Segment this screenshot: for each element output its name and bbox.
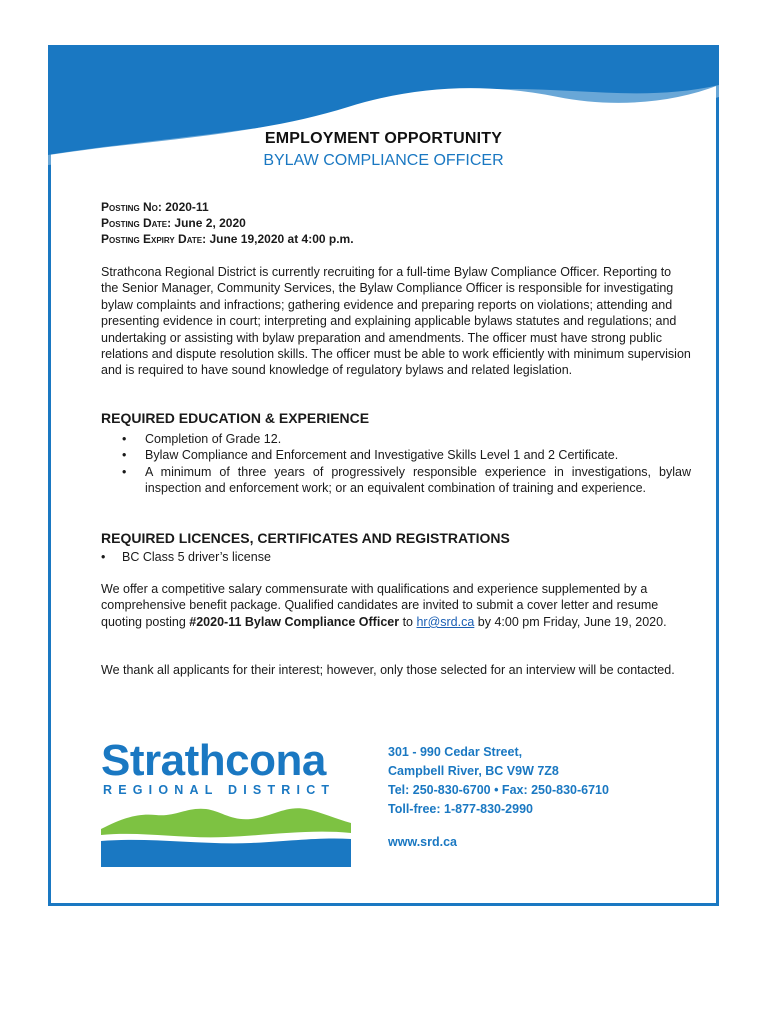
- toll-free: Toll-free: 1-877-830-2990: [388, 802, 533, 816]
- education-list: [101, 431, 691, 497]
- logo-subtitle: REGIONAL DISTRICT: [103, 783, 336, 797]
- posting-date-row: [101, 215, 354, 231]
- logo-wordmark: Strathcona: [101, 736, 326, 785]
- list-item: • BC Class 5 driver’s license: [101, 550, 271, 564]
- address-line-1: 301 - 990 Cedar Street,: [388, 745, 523, 759]
- posting-expiry-row: [101, 231, 354, 247]
- strathcona-logo: [101, 737, 351, 872]
- position-title: BYLAW COMPLIANCE OFFICER: [263, 152, 504, 169]
- posting-heading: [48, 130, 719, 170]
- posting-number-value: 2020-11: [165, 200, 209, 214]
- posting-date-value: June 2, 2020: [174, 216, 246, 230]
- website-link[interactable]: www.srd.ca: [388, 835, 458, 849]
- logo-landscape-graphic: [101, 799, 351, 871]
- posting-meta: [101, 199, 354, 247]
- contact-block: [388, 743, 609, 852]
- posting-reference: #2020-11 Bylaw Compliance Officer: [189, 614, 400, 629]
- licences-list: [101, 549, 691, 565]
- page-title: EMPLOYMENT OPPORTUNITY: [264, 130, 503, 147]
- bullet-icon: •: [122, 432, 127, 446]
- licences-heading: REQUIRED LICENCES, CERTIFICATES AND REGISTRATIONS: [101, 530, 510, 546]
- posting-date-label: Posting Date:: [101, 216, 172, 230]
- bullet-icon: •: [101, 550, 106, 564]
- posting-expiry-label: Posting Expiry Date:: [101, 232, 207, 246]
- thanks-paragraph: We thank all applicants for their interest; however, only those selected for an interview will be contacted.: [101, 663, 675, 677]
- address-line-2: Campbell River, BC V9W 7Z8: [388, 764, 559, 778]
- email-link[interactable]: hr@srd.ca: [416, 614, 475, 629]
- list-item: • Completion of Grade 12.: [122, 432, 282, 446]
- list-item: • A minimum of three years of progressively responsible experience in investigations, bylaw inspection and enforcement work; or an equivalent combination of training and experience.: [122, 464, 691, 496]
- bullet-icon: •: [122, 464, 127, 479]
- offer-paragraph: We offer a competitive salary commensurate with qualifications and experience supplemented by a comprehensive benefit package. Qualified candidates are invited to submit a cover letter and resume quoting posting #2020-11 Bylaw Compliance Officer to hr@srd.ca by 4:00 pm Friday, June 19, 2020.: [101, 582, 667, 629]
- list-item: • Bylaw Compliance and Enforcement and Investigative Skills Level 1 and 2 Certificate.: [122, 448, 619, 463]
- phone-fax: Tel: 250-830-6700 • Fax: 250-830-6710: [388, 783, 609, 797]
- posting-expiry-value: June 19,2020 at 4:00 p.m.: [209, 232, 354, 246]
- posting-number-row: [101, 199, 354, 215]
- intro-paragraph: Strathcona Regional District is currently recruiting for a full-time Bylaw Compliance Officer. Reporting to the Senior Manager, Community Services, the Bylaw Compliance Officer is responsible for investigating bylaw complaints and infractions; gathering evidence and preparing reports on violations; attending and presenting evidence in court; interpreting and explaining applicable bylaws statutes and regulations; and undertaking or assisting with bylaw preparation and amendments. The officer must have strong public relations and dispute resolution skills. The officer must be able to work efficiently with minimum supervision and is required to have sound knowledge of regulatory bylaws and related legislation.: [101, 265, 691, 378]
- posting-number-label: Posting No:: [101, 200, 162, 214]
- bullet-icon: •: [122, 448, 127, 463]
- education-heading: REQUIRED EDUCATION & EXPERIENCE: [101, 410, 370, 426]
